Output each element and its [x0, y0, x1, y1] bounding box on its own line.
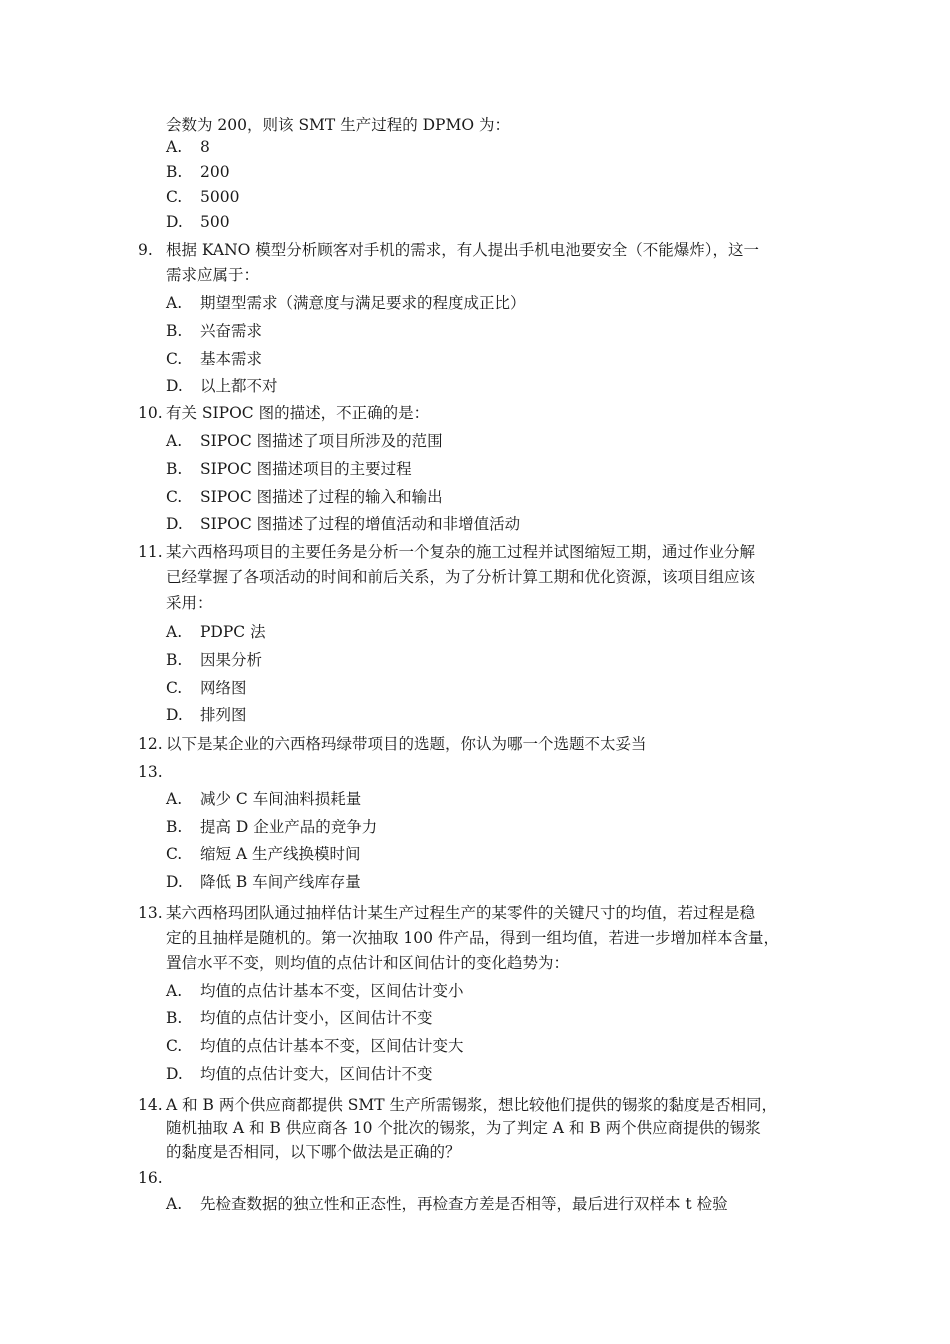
q9-text-line-2: 需求应属于： — [166, 266, 260, 284]
q11-text-line-3: 采用： — [166, 594, 213, 612]
q10-option-a: SIPOC 图描述了项目所涉及的范围 — [200, 432, 443, 450]
q13-text-line-3: 置信水平不变，则均值的点估计和区间估计的变化趋势为： — [166, 954, 570, 972]
q13-text-line-1: 某六西格玛团队通过抽样估计某生产过程生产的某零件的关键尺寸的均值，若过程是稳 — [166, 904, 756, 922]
q10-option-c: SIPOC 图描述了过程的输入和输出 — [200, 488, 443, 506]
q12-option-d-letter: D. — [166, 873, 183, 891]
q12-text-line-1: 以下是某企业的六西格玛绿带项目的选题，你认为哪一个选题不太妥当 — [166, 735, 647, 753]
q14-option-a: 先检查数据的独立性和正态性，再检查方差是否相等，最后进行双样本 t 检验 — [200, 1195, 728, 1213]
q13-option-b: 均值的点估计变小，区间估计不变 — [200, 1009, 433, 1027]
q10-option-c-letter: C. — [166, 488, 183, 506]
q10-text-line-1: 有关 SIPOC 图的描述，不正确的是： — [166, 404, 430, 422]
q9-option-d-letter: D. — [166, 377, 183, 395]
q12-option-c-letter: C. — [166, 845, 183, 863]
q11-text-line-2: 已经掌握了各项活动的时间和前后关系，为了分析计算工期和优化资源，该项目组应该 — [166, 568, 756, 586]
q14-text-line-3: 的黏度是否相同，以下哪个做法是正确的？ — [166, 1143, 461, 1161]
q8-option-a: 8 — [200, 138, 210, 156]
q8-option-c: 5000 — [200, 188, 240, 206]
q12-number: 12. — [138, 735, 163, 753]
q9-option-c: 基本需求 — [200, 350, 263, 368]
q13-option-c: 均值的点估计基本不变，区间估计变大 — [200, 1037, 464, 1055]
q9-option-a: 期望型需求（满意度与满足要求的程度成正比） — [200, 294, 526, 312]
q10-option-b: SIPOC 图描述项目的主要过程 — [200, 460, 412, 478]
q9-option-a-letter: A. — [166, 294, 183, 312]
q8-option-d-letter: D. — [166, 213, 183, 231]
q9-option-d: 以上都不对 — [200, 377, 278, 395]
q12-option-c: 缩短 A 生产线换模时间 — [200, 845, 361, 863]
q13-text-line-2: 定的且抽样是随机的。第一次抽取 100 件产品，得到一组均值，若进一步增加样本含量， — [166, 929, 779, 947]
q9-text-line-1: 根据 KANO 模型分析顾客对手机的需求，有人提出手机电池要安全（不能爆炸），这一 — [166, 241, 760, 259]
q14-text-line-1: A 和 B 两个供应商都提供 SMT 生产所需锡浆，想比较他们提供的锡浆的黏度是否相同， — [166, 1096, 778, 1114]
q12-option-a-letter: A. — [166, 790, 183, 808]
q9-number: 9. — [138, 241, 153, 259]
q11-option-b-letter: B. — [166, 651, 183, 669]
q13-option-d-letter: D. — [166, 1065, 183, 1083]
q11-option-c-letter: C. — [166, 679, 183, 697]
q12-option-b-letter: B. — [166, 818, 183, 836]
q11-text-line-1: 某六西格玛项目的主要任务是分析一个复杂的施工过程并试图缩短工期，通过作业分解 — [166, 543, 756, 561]
q9-option-b-letter: B. — [166, 322, 183, 340]
q10-option-a-letter: A. — [166, 432, 183, 450]
q12-option-d: 降低 B 车间产线库存量 — [200, 873, 361, 891]
q8-option-c-letter: C. — [166, 188, 183, 206]
q11-option-a: PDPC 法 — [200, 623, 266, 641]
q14-option-a-letter: A. — [166, 1195, 183, 1213]
q12-option-b: 提高 D 企业产品的竞争力 — [200, 818, 378, 836]
q10-number: 10. — [138, 404, 163, 422]
q13-option-a: 均值的点估计基本不变，区间估计变小 — [200, 982, 464, 1000]
q10-option-d-letter: D. — [166, 515, 183, 533]
q11-number: 11. — [138, 543, 163, 561]
stray-number-13: 13. — [138, 763, 163, 781]
q10-option-d: SIPOC 图描述了过程的增值活动和非增值活动 — [200, 515, 521, 533]
q11-option-d: 排列图 — [200, 706, 247, 724]
q8-option-b: 200 — [200, 163, 230, 181]
q14-number: 14. — [138, 1096, 163, 1114]
q13-option-b-letter: B. — [166, 1009, 183, 1027]
q8-option-d: 500 — [200, 213, 230, 231]
q9-option-b: 兴奋需求 — [200, 322, 263, 340]
q11-option-c: 网络图 — [200, 679, 247, 697]
q11-option-b: 因果分析 — [200, 651, 263, 669]
q8-text-continued: 会数为 200，则该 SMT 生产过程的 DPMO 为： — [166, 116, 510, 134]
q9-option-c-letter: C. — [166, 350, 183, 368]
stray-number-16: 16. — [138, 1169, 163, 1187]
q8-option-b-letter: B. — [166, 163, 183, 181]
q11-option-a-letter: A. — [166, 623, 183, 641]
q14-text-line-2: 随机抽取 A 和 B 供应商各 10 个批次的锡浆，为了判定 A 和 B 两个供应商提供的锡浆 — [166, 1119, 761, 1137]
q13-option-a-letter: A. — [166, 982, 183, 1000]
q10-option-b-letter: B. — [166, 460, 183, 478]
q8-option-a-letter: A. — [166, 138, 183, 156]
q13-option-d: 均值的点估计变大，区间估计不变 — [200, 1065, 433, 1083]
q11-option-d-letter: D. — [166, 706, 183, 724]
q12-option-a: 减少 C 车间油料损耗量 — [200, 790, 362, 808]
q13-option-c-letter: C. — [166, 1037, 183, 1055]
q13-number: 13. — [138, 904, 163, 922]
